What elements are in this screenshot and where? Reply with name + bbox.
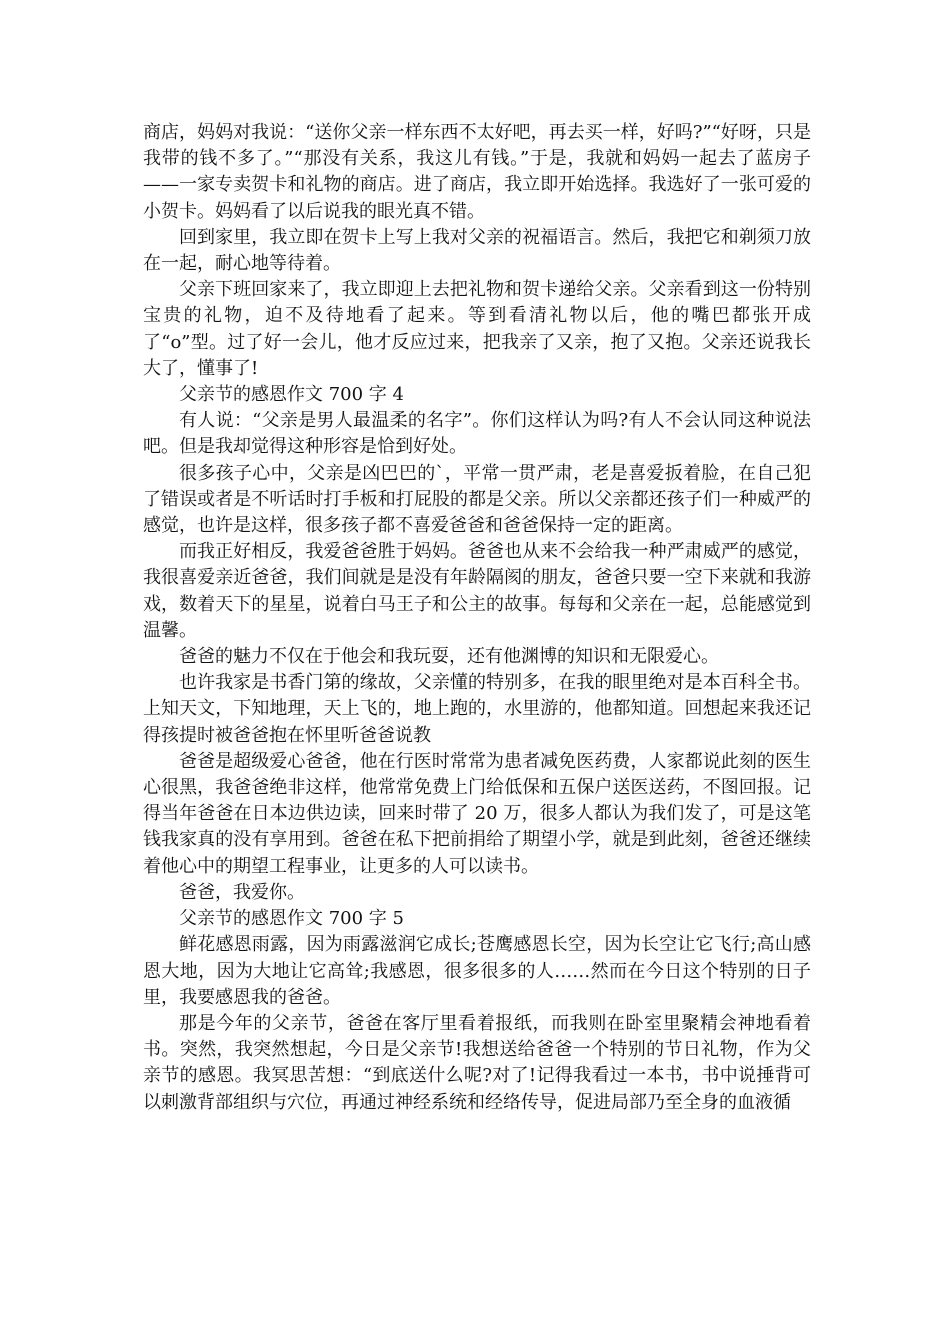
paragraph-8: 爸爸的魅力不仅在于他会和我玩耍，还有他渊博的知识和无限爱心。 <box>179 646 719 668</box>
paragraph-5: 有人说：“父亲是男人最温柔的名字”。你们这样认为吗?有人不会认同这种说法吧。但是我却觉得这种形容是恰到好处。 <box>143 410 811 458</box>
document-body <box>143 120 811 1116</box>
paragraph-7: 而我正好相反，我爱爸爸胜于妈妈。爸爸也从来不会给我一种严肃威严的感觉，我很喜爱亲近爸爸，我们间就是是没有年龄隔阂的朋友，爸爸只要一空下来就和我游戏，数着天下的星星，说着白马王子和公主的故事。每每和父亲在一起，总能感觉到温馨。 <box>143 541 811 641</box>
paragraph-14: 那是今年的父亲节，爸爸在客厅里看着报纸，而我则在卧室里聚精会神地看着书。突然，我突然想起，今日是父亲节!我想送给爸爸一个特别的节日礼物，作为父亲节的感恩。我冥思苦想：“到底送什么呢?对了!记得我看过一本书，书中说捶背可以刺激背部组织与穴位，再通过神经系统和经络传导，促进局部乃至全身的血液循 <box>143 1012 811 1113</box>
section-heading-5: 父亲节的感恩作文 700 字 5 <box>179 908 404 930</box>
paragraph-1: 商店，妈妈对我说：“送你父亲一样东西不太好吧，再去买一样，好吗?”“好呀，只是我带的钱不多了。”“那没有关系，我这儿有钱。”于是，我就和妈妈一起去了蓝房子——一家专卖贺卡和礼物的商店。进了商店，我立即开始选择。我选好了一张可爱的小贺卡。妈妈看了以后说我的眼光真不错。 <box>143 122 811 222</box>
section-heading-4: 父亲节的感恩作文 700 字 4 <box>179 384 404 406</box>
paragraph-3: 父亲下班回家来了，我立即迎上去把礼物和贺卡递给父亲。父亲看到这一份特别宝贵的礼物，迫不及待地看了起来。等到看清礼物以后，他的嘴巴都张开成了“o”型。过了好一会儿，他才反应过来，把我亲了又亲，抱了又抱。父亲还说我长大了，懂事了! <box>143 279 811 379</box>
paragraph-2: 回到家里，我立即在贺卡上写上我对父亲的祝福语言。然后，我把它和剃须刀放在一起，耐心地等待着。 <box>143 226 811 275</box>
paragraph-10: 爸爸是超级爱心爸爸，他在行医时常常为患者减免医药费，人家都说此刻的医生心很黑，我爸爸绝非这样，他常常免费上门给低保和五保户送医送药，不图回报。记得当年爸爸在日本边供边读，回来时带了 20 万，很多人都认为我们发了，可是这笔钱我家真的没有享用到。爸爸在私下把前捐给了期望小学，就是到此刻，爸爸还继续着他心中的期望工程事业，让更多的人可以读书。 <box>143 750 811 877</box>
paragraph-13: 鲜花感恩雨露，因为雨露滋润它成长;苍鹰感恩长空，因为长空让它飞行;高山感恩大地，因为大地让它高耸;我感恩，很多很多的人……然而在今日这个特别的日子里，我要感恩我的爸爸。 <box>143 934 811 1008</box>
paragraph-6: 很多孩子心中，父亲是凶巴巴的`，平常一贯严肃，老是喜爱扳着脸，在自己犯了错误或者是不听话时打手板和打屁股的都是父亲。所以父亲都还孩子们一种威严的感觉，也许是这样，很多孩子都不喜爱爸爸和爸爸保持一定的距离。 <box>143 462 811 537</box>
paragraph-9: 也许我家是书香门第的缘故，父亲懂的特别多，在我的眼里绝对是本百科全书。上知天文，下知地理，天上飞的，地上跑的，水里游的，他都知道。回想起来我还记得孩提时被爸爸抱在怀里听爸爸说教 <box>143 672 811 746</box>
paragraph-11: 爸爸，我爱你。 <box>179 881 305 903</box>
